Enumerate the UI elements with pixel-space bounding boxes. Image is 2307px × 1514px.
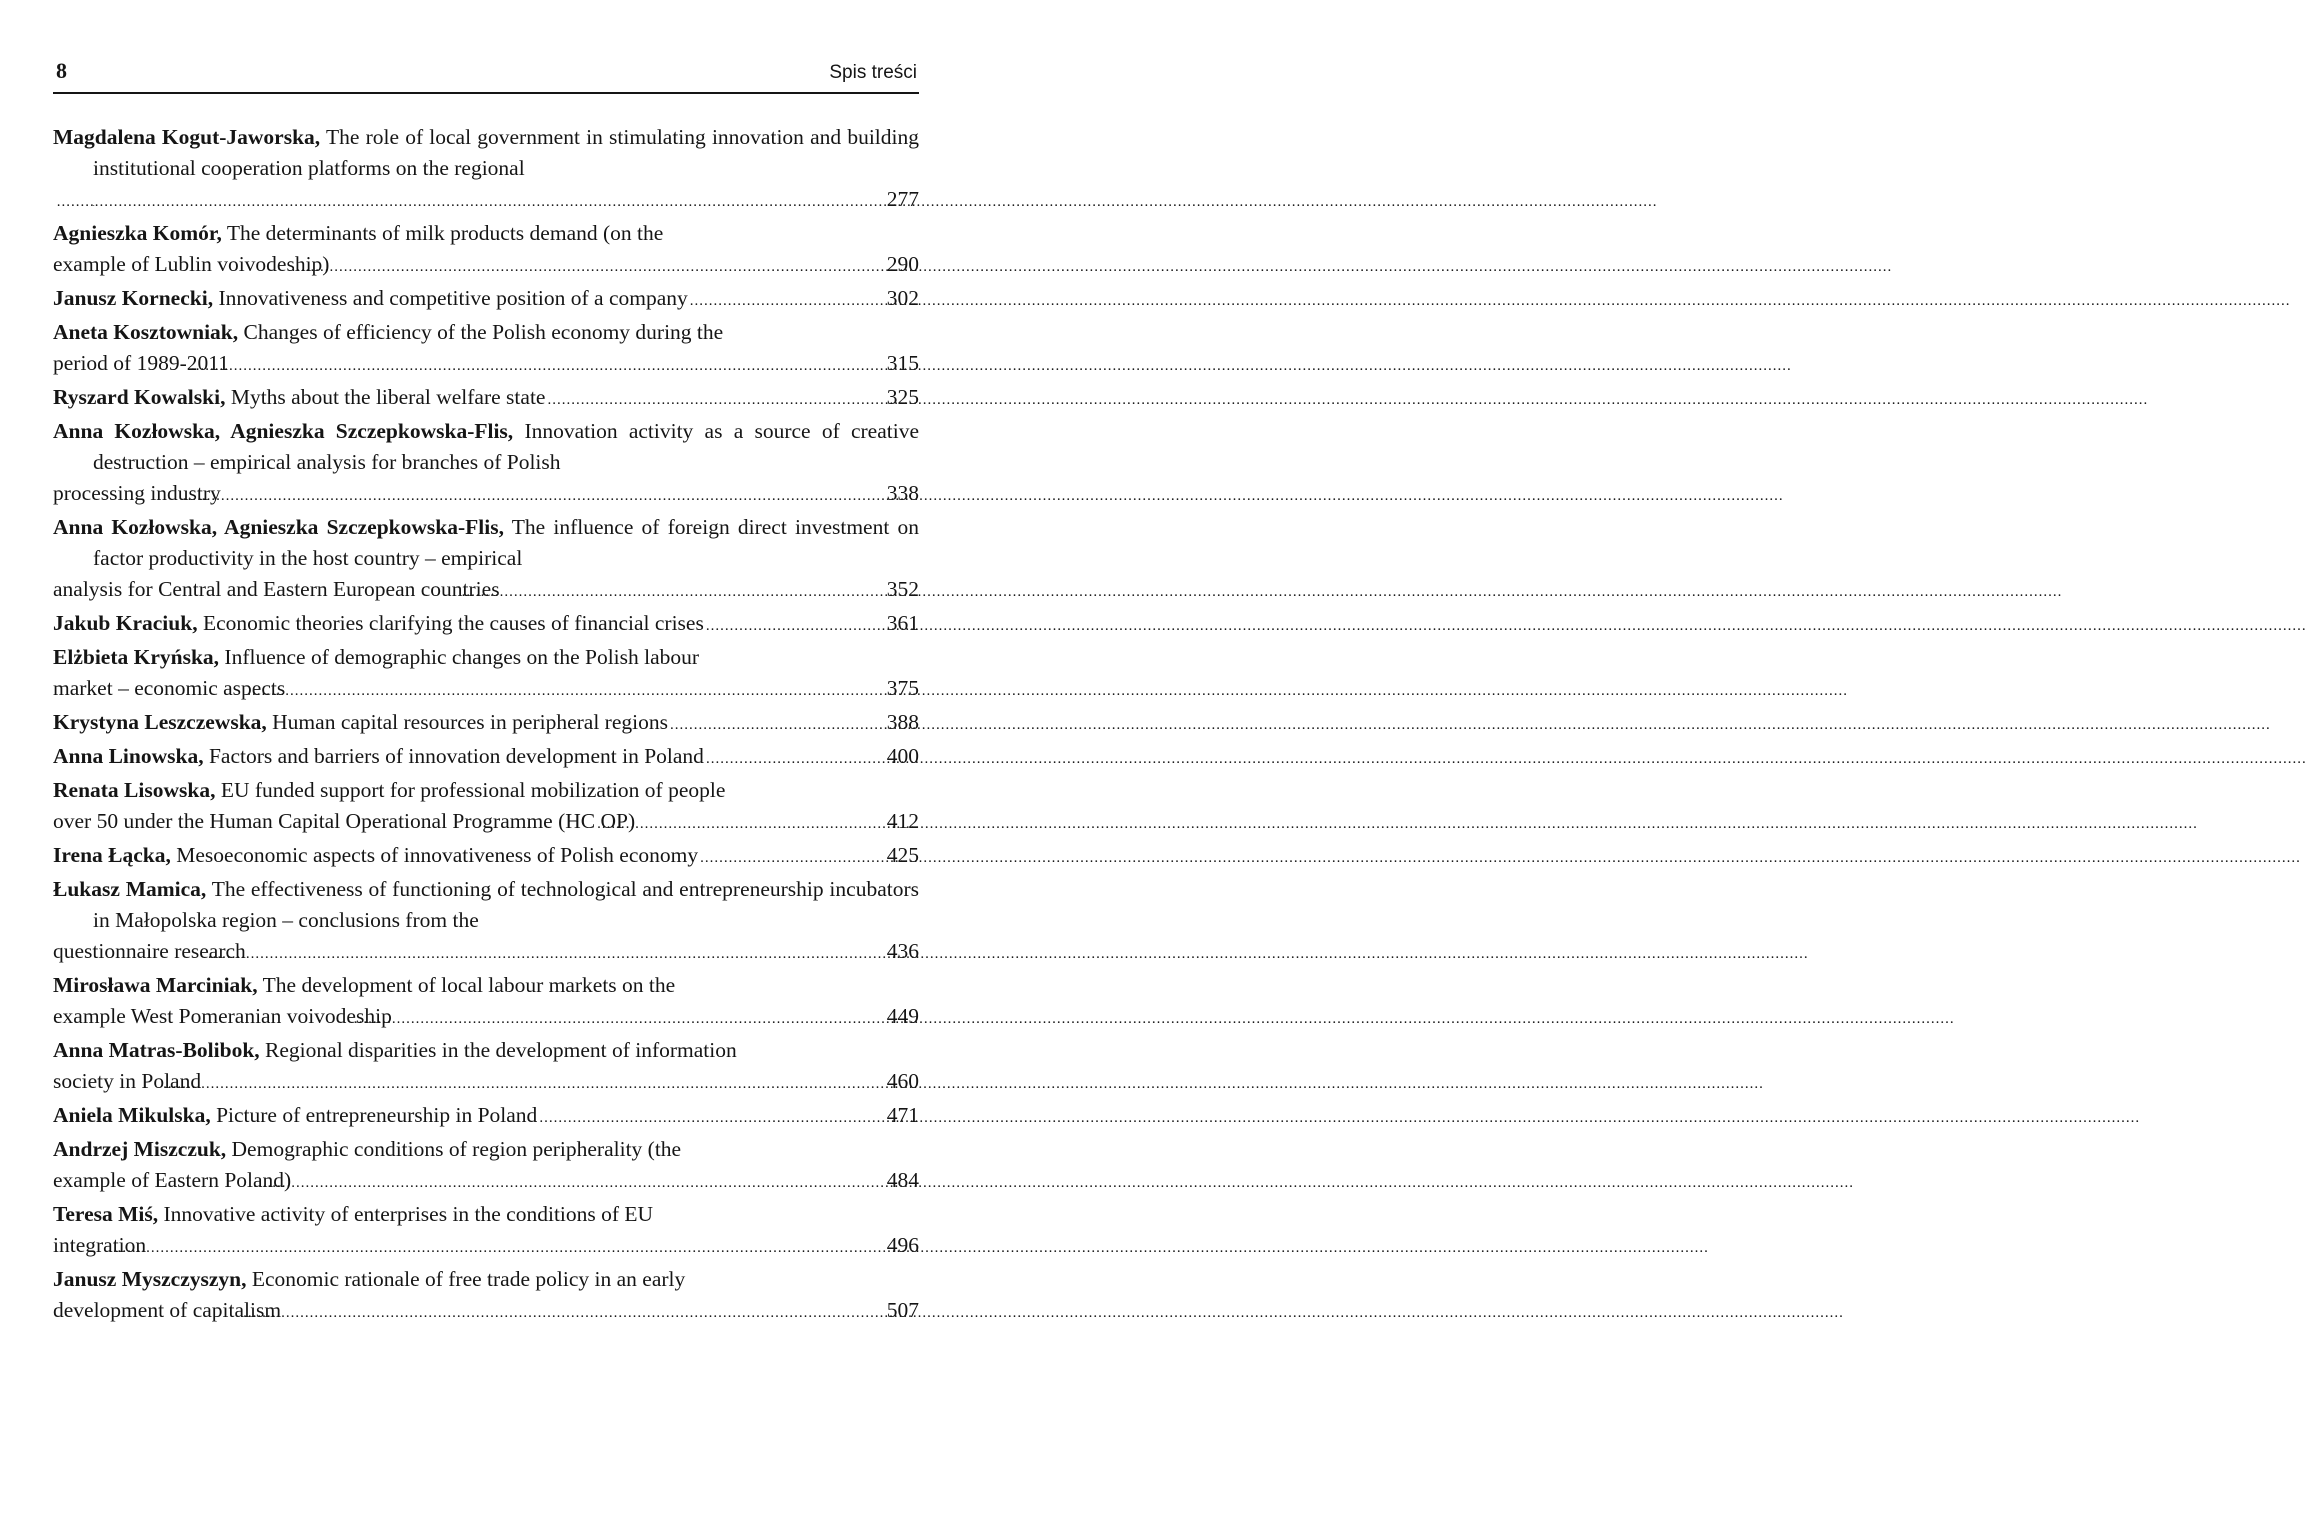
toc-entry-last-line [53,707,919,741]
dot-leader [394,1004,873,1035]
toc-entry-lead [53,1134,919,1165]
table-of-contents [53,122,919,1329]
entry-title-tail: development of capitalism [53,1298,282,1322]
entry-title: EU funded support for professional mobilization of people [220,778,726,802]
entry-title-tail: Myths about the liberal welfare state [230,385,546,409]
dot-leader [637,809,873,840]
toc-entry-last-line [53,936,919,970]
running-title: Spis treści [829,62,917,83]
entry-page-number: 315 [886,351,919,375]
dot-leader [700,843,873,874]
entry-author: Elżbieta Kryńska, [53,645,220,669]
toc-entry [53,512,919,608]
toc-entry-lead [53,874,919,936]
dot-leader [231,351,873,382]
entry-title: The role of local government in stimulating innovation and building institutional cooperation platforms on the regional [93,125,919,180]
toc-entry [53,283,919,317]
entry-title: Economic rationale of free trade policy in an early [251,1267,686,1291]
entry-author: Ryszard Kowalski, [53,385,226,409]
toc-entry-last-line [53,1066,919,1100]
entry-page-number: 375 [886,676,919,700]
entry-page-number: 361 [886,611,919,635]
toc-entry [53,775,919,840]
entry-title-tail: market – economic aspects [53,676,286,700]
entry-title: The effectiveness of functioning of technological and entrepreneurship incubators in Małopolska region – conclusions from the [93,877,919,932]
entry-title: The development of local labour markets on the [262,973,676,997]
entry-title-tail: Innovativeness and competitive position of a company [218,286,688,310]
entry-title: The determinants of milk products demand (on the [226,221,664,245]
dot-leader [283,1298,873,1329]
entry-title-tail: analysis for Central and Eastern European countries [53,577,500,601]
entry-author: Krystyna Leszczewska, [53,710,267,734]
toc-entry-lead [53,218,919,249]
dot-leader [97,187,873,218]
entry-title: Demographic conditions of region peripherality (the [231,1137,682,1161]
entry-author: Anna Kozłowska, Agnieszka Szczepkowska-Flis, [53,515,504,539]
entry-page-number: 460 [886,1069,919,1093]
entry-author: Andrzej Miszczuk, [53,1137,227,1161]
entry-title-tail: example of Eastern Poland) [53,1168,292,1192]
toc-entry-last-line [53,1165,919,1199]
entry-page-number: 352 [886,577,919,601]
toc-entry [53,874,919,970]
toc-entry [53,840,919,874]
toc-entry [53,970,919,1035]
toc-entry-last-line [53,1230,919,1264]
toc-entry-last-line [53,574,919,608]
toc-entry-lead [53,1035,919,1066]
dot-leader [670,710,873,741]
entry-title-tail: processing industry [53,481,221,505]
dot-leader [502,577,873,608]
dot-leader [539,1103,873,1134]
entry-page-number: 302 [886,286,919,310]
entry-title-tail: over 50 under the Human Capital Operational Programme (HC OP) [53,809,636,833]
toc-entry-last-line [53,283,919,317]
toc-entry [53,416,919,512]
toc-entry-lead [53,970,919,1001]
entry-page-number: 325 [886,385,919,409]
entry-page-number: 388 [886,710,919,734]
entry-page-number: 484 [886,1168,919,1192]
entry-title: Innovation activity as a source of creative destruction – empirical analysis for branches of Polish [93,419,920,474]
toc-entry-lead [53,1199,919,1230]
toc-entry [53,382,919,416]
toc-entry-lead [53,512,919,574]
dot-leader [706,744,873,775]
toc-entry-lead [53,122,919,184]
dot-leader [223,481,873,512]
page-number: 8 [56,58,67,83]
entry-page-number: 400 [886,744,919,768]
toc-entry [53,1199,919,1264]
entry-author: Teresa Miś, [53,1202,159,1226]
entry-author: Irena Łącka, [53,843,171,867]
toc-entry [53,707,919,741]
entry-title-tail: example West Pomeranian voivodeship [53,1004,392,1028]
entry-page-number: 290 [886,252,919,276]
entry-author: Aneta Kosztowniak, [53,320,239,344]
entry-author: Mirosława Marciniak, [53,973,258,997]
dot-leader [248,939,873,970]
dot-leader [203,1069,873,1100]
entry-author: Janusz Myszczyszyn, [53,1267,247,1291]
entry-author: Anna Linowska, [53,744,204,768]
entry-title: Influence of demographic changes on the Polish labour [224,645,700,669]
toc-entry-lead [53,1264,919,1295]
page-header [53,56,919,94]
entry-page-number: 338 [886,481,919,505]
toc-entry [53,317,919,382]
entry-title-tail: integration [53,1233,147,1257]
entry-page-number: 412 [886,809,919,833]
toc-entry-lead [53,775,919,806]
entry-author: Anna Matras-Bolibok, [53,1038,260,1062]
toc-entry-lead [53,317,919,348]
toc-entry [53,218,919,283]
entry-page-number: 471 [886,1103,919,1127]
dot-leader [293,1168,873,1199]
toc-entry [53,1264,919,1329]
toc-entry-last-line [53,741,919,775]
entry-title-tail: Economic theories clarifying the causes of financial crises [202,611,704,635]
entry-author: Łukasz Mamica, [53,877,207,901]
entry-author: Magdalena Kogut-Jaworska, [53,125,321,149]
page [0,0,1024,1514]
entry-title-tail: questionnaire research [53,939,246,963]
dot-leader [706,611,873,642]
entry-author: Anna Kozłowska, Agnieszka Szczepkowska-Flis, [53,419,514,443]
entry-page-number: 449 [886,1004,919,1028]
entry-title: Changes of efficiency of the Polish economy during the [243,320,724,344]
toc-entry-last-line [53,184,919,218]
entry-title-tail: Human capital resources in peripheral regions [272,710,668,734]
entry-title-tail: Factors and barriers of innovation development in Poland [208,744,704,768]
dot-leader [331,252,873,283]
entry-author: Agnieszka Komór, [53,221,222,245]
toc-entry-last-line [53,249,919,283]
toc-entry-last-line [53,382,919,416]
toc-entry [53,642,919,707]
entry-page-number: 425 [886,843,919,867]
entry-title-tail: Mesoeconomic aspects of innovativeness of Polish economy [176,843,699,867]
entry-title-tail: example of Lublin voivodeship) [53,252,330,276]
toc-entry-last-line [53,840,919,874]
toc-entry-lead [53,416,919,478]
toc-entry [53,122,919,218]
entry-page-number: 496 [886,1233,919,1257]
dot-leader [148,1233,873,1264]
toc-entry-last-line [53,478,919,512]
toc-entry [53,741,919,775]
entry-author: Jakub Kraciuk, [53,611,198,635]
entry-title-tail: period of 1989-2011 [53,351,229,375]
toc-entry-lead [53,642,919,673]
dot-leader [287,676,873,707]
entry-title-tail: Picture of entrepreneurship in Poland [216,1103,538,1127]
entry-page-number: 436 [886,939,919,963]
toc-entry-last-line [53,1001,919,1035]
entry-title-tail: society in Poland [53,1069,202,1093]
entry-author: Janusz Kornecki, [53,286,214,310]
toc-entry-last-line [53,806,919,840]
toc-entry-last-line [53,1100,919,1134]
toc-entry [53,1035,919,1100]
toc-entry-last-line [53,608,919,642]
entry-author: Aniela Mikulska, [53,1103,211,1127]
entry-page-number: 507 [886,1298,919,1322]
toc-entry-last-line [53,673,919,707]
toc-entry [53,608,919,642]
toc-entry-last-line [53,348,919,382]
entry-title: Innovative activity of enterprises in the conditions of EU [163,1202,654,1226]
toc-entry-last-line [53,1295,919,1329]
entry-page-number: 277 [886,187,919,211]
dot-leader [690,286,873,317]
entry-author: Renata Lisowska, [53,778,216,802]
toc-entry [53,1100,919,1134]
entry-title: The influence of foreign direct investment on factor productivity in the host country – empirical [93,515,919,570]
dot-leader [547,385,873,416]
entry-title: Regional disparities in the development of information [265,1038,737,1062]
toc-entry [53,1134,919,1199]
